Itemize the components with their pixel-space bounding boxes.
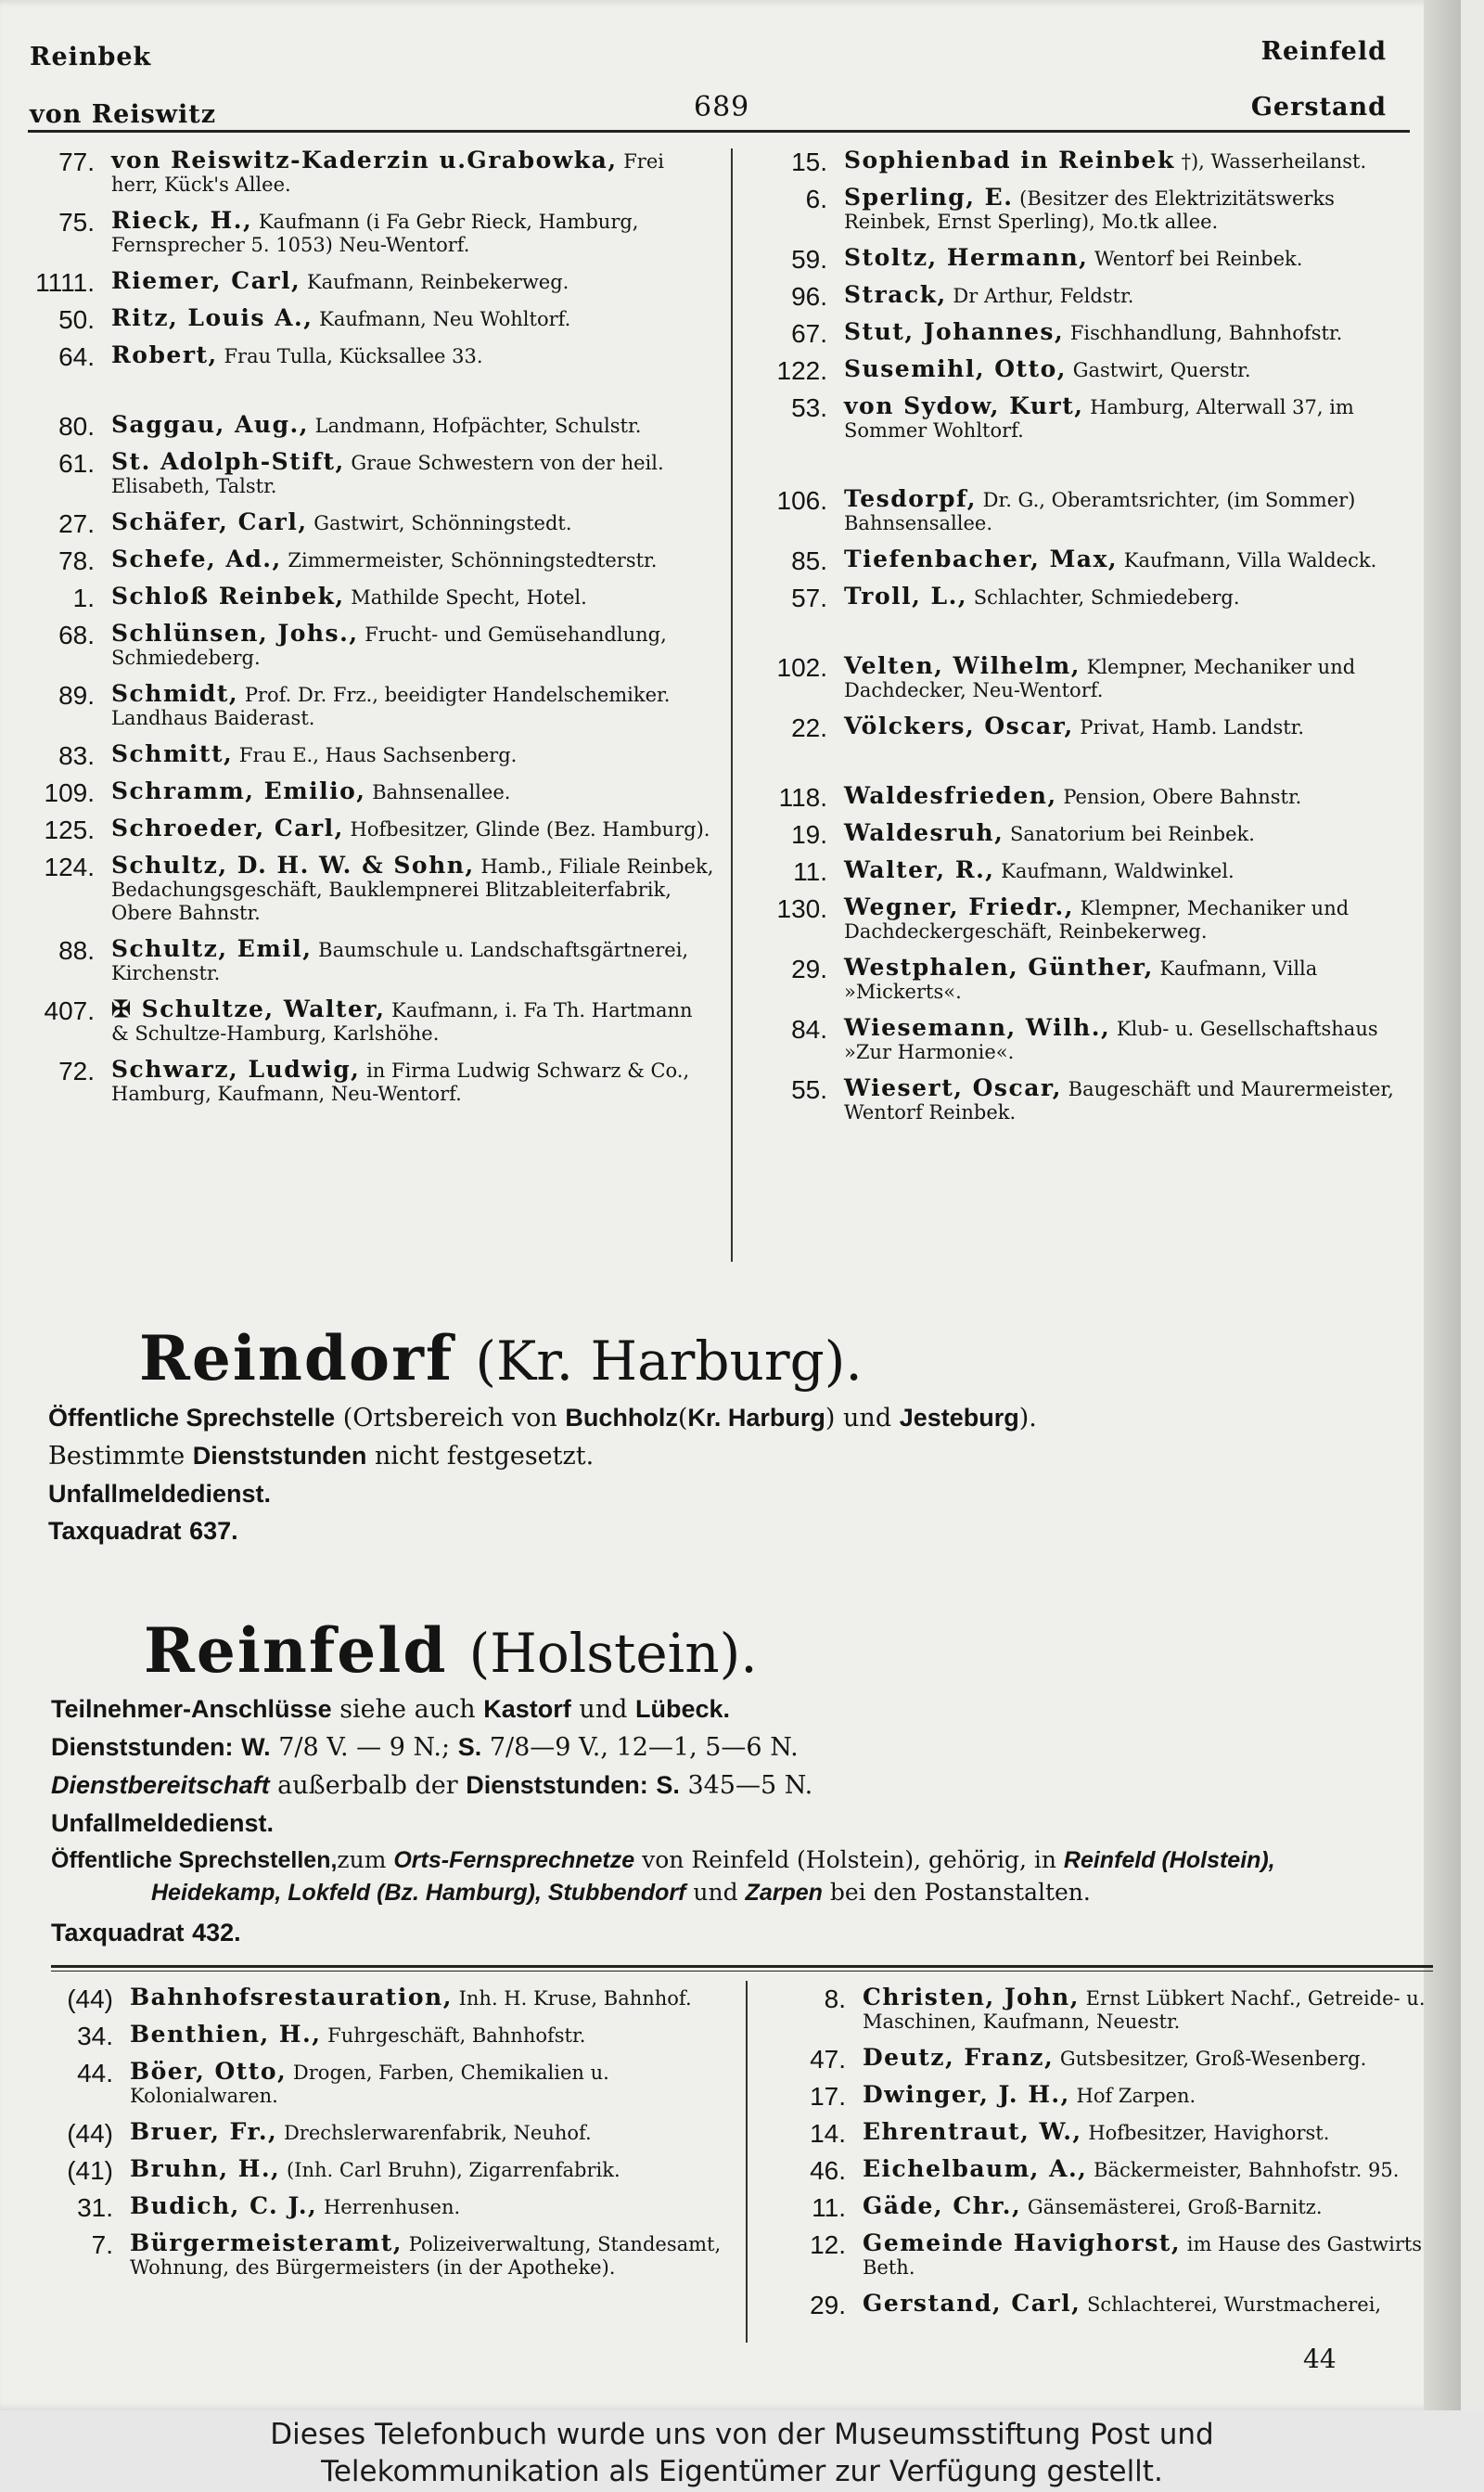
- listing-details: Fuhrgeschäft, Bahnhofstr.: [327, 2024, 586, 2047]
- listing-details: Wentorf bei Reinbek.: [1094, 248, 1303, 270]
- listing-name: Schäfer, Carl,: [111, 508, 308, 535]
- listing-details: Kaufmann, Neu Wohltorf.: [319, 308, 571, 330]
- reinfeld-subtitle: (Holstein).: [468, 1622, 758, 1685]
- listing-name: Schloß Reinbek,: [111, 583, 345, 610]
- listing-number: 29.: [810, 2291, 846, 2319]
- listing-name: Robert,: [111, 341, 218, 368]
- page-number: 689: [694, 91, 750, 123]
- reindorf-unfall-line: Unfallmeldedienst.: [48, 1480, 272, 1508]
- listing-details: Graue Schwestern von der heil. Elisabeth, Talstr.: [111, 452, 664, 497]
- reinbek-left-column: [9, 148, 714, 1118]
- listing-name: Westphalen, Günther,: [844, 954, 1154, 981]
- reinfeld-teilnehmer-line: Teilnehmer-Anschlüsse siehe auch Kastorf und Lübeck.: [51, 1695, 730, 1724]
- listing-entry: [742, 186, 1419, 234]
- listing-details: Hof Zarpen.: [1076, 2085, 1196, 2107]
- listing-details: Klub- u. Gesellschaftshaus »Zur Harmonie«.: [844, 1018, 1378, 1063]
- listing-entry: [742, 394, 1419, 443]
- listing-number: 8.: [824, 1985, 846, 2013]
- header-rule: [28, 130, 1410, 133]
- listing-name: Christen, John,: [863, 1984, 1080, 2010]
- listing-entry: [761, 2231, 1438, 2280]
- listing-entry: [742, 281, 1419, 311]
- listing-name: Tiefenbacher, Max,: [844, 546, 1119, 572]
- reinfeld-sprechstellen-line: Öffentliche Sprechstellen,zum Orts-Fernsprechnetze von Reinfeld (Holstein), gehörig, in Reinfeld (Holstein),: [51, 1846, 1275, 1873]
- listing-number: 34.: [77, 2022, 113, 2050]
- listing-name: Bruer, Fr.,: [130, 2118, 278, 2145]
- listing-details: Hofbesitzer, Havighorst.: [1088, 2122, 1330, 2144]
- listing-number: 11.: [812, 2193, 846, 2222]
- listing-name: Ritz, Louis A.,: [111, 304, 313, 331]
- listing-number: 11.: [793, 857, 827, 886]
- listing-name: Ehrentraut, W.,: [863, 2118, 1082, 2145]
- listing-number: 59.: [791, 245, 827, 274]
- listing-number: 57.: [791, 584, 827, 612]
- listing-entry: [9, 148, 714, 197]
- listing-name: Tesdorpf,: [844, 485, 977, 512]
- listing-entry: [742, 244, 1419, 274]
- listing-name: Wiesemann, Wilh.,: [844, 1014, 1111, 1041]
- reindorf-subtitle: (Kr. Harburg).: [475, 1329, 863, 1393]
- listing-number: 89.: [58, 681, 95, 710]
- listing-number: 1.: [72, 584, 95, 612]
- listing-details: Zimmermeister, Schönningstedterstr.: [288, 549, 658, 572]
- listing-number: 61.: [58, 449, 95, 478]
- listing-entry: [28, 2023, 733, 2048]
- listing-number: 67.: [791, 319, 827, 348]
- listing-entry: [9, 682, 714, 730]
- listing-entry: [9, 209, 714, 257]
- listing-entry: [742, 1016, 1419, 1064]
- listing-number: 109.: [44, 778, 95, 807]
- listing-number: 17.: [810, 2082, 846, 2111]
- listing-details: Schlachterei, Wurstmacherei,: [1086, 2293, 1382, 2316]
- listing-number: 72.: [58, 1057, 95, 1085]
- listing-name: Völckers, Oscar,: [844, 713, 1074, 739]
- town-heading-reindorf: [139, 1322, 863, 1394]
- listing-entry: [28, 2118, 733, 2148]
- reindorf-info: [48, 1399, 1421, 1550]
- header-left-top: Reinbek: [30, 43, 152, 71]
- listing-name: Schwarz, Ludwig,: [111, 1056, 361, 1083]
- listing-entry: [761, 2044, 1438, 2074]
- listing-name: Strack,: [844, 281, 947, 308]
- reinfeld-right-column: [761, 1985, 1438, 2329]
- listing-details: (Inh. Carl Bruhn), Zigarrenfabrik.: [286, 2159, 620, 2181]
- listing-details: Kaufmann, Villa Waldeck.: [1123, 549, 1377, 572]
- listing-entry: [742, 713, 1419, 742]
- listing-details: Sanatorium bei Reinbek.: [1009, 823, 1255, 845]
- listing-number: 12.: [810, 2230, 846, 2259]
- listing-number: 50.: [58, 305, 95, 334]
- listing-details: Schlachter, Schmiedeberg.: [973, 586, 1240, 609]
- listing-name: Waldesfrieden,: [844, 782, 1057, 809]
- listing-details: Polizeiverwaltung, Standesamt, Wohnung, des Bürgermeisters (in der Apotheke).: [130, 2233, 722, 2279]
- reinbek-right-column: [742, 148, 1419, 1137]
- listing-name: Deutz, Franz,: [863, 2044, 1055, 2071]
- listing-details: Landmann, Hofpächter, Schulstr.: [314, 415, 642, 437]
- listing-name: Wegner, Friedr.,: [844, 893, 1074, 920]
- listing-entry: [9, 450, 714, 498]
- listing-entry: [28, 1984, 733, 2013]
- reindorf-title: Reindorf: [139, 1322, 454, 1394]
- listing-number: 53.: [791, 393, 827, 422]
- listing-entry: [9, 997, 714, 1046]
- listing-number: 75.: [58, 208, 95, 237]
- listing-name: Gerstand, Carl,: [863, 2290, 1081, 2317]
- listing-entry: [742, 355, 1419, 385]
- listing-number: 15.: [791, 148, 827, 176]
- listing-details: †), Wasserheilanst.: [1181, 150, 1367, 173]
- listing-details: Kaufmann, i. Fa Th. Hartmann & Schultze-Hamburg, Karlshöhe.: [111, 999, 693, 1045]
- listing-entry: [9, 1058, 714, 1106]
- listing-number: 80.: [58, 412, 95, 441]
- archive-footer: [0, 2410, 1484, 2492]
- listing-name: Stoltz, Hermann,: [844, 244, 1089, 271]
- listing-details: Klempner, Mechaniker und Dachdeckergeschäft, Reinbekerweg.: [844, 897, 1350, 943]
- listing-entry: [9, 508, 714, 538]
- listing-number: 88.: [58, 936, 95, 965]
- listing-number: (44): [67, 1985, 113, 2013]
- listing-details: Fischhandlung, Bahnhofstr.: [1069, 322, 1343, 344]
- listing-number: 68.: [58, 621, 95, 649]
- reindorf-sprechstelle-line: Öffentliche Sprechstelle (Ortsbereich von Buchholz(Kr. Harburg) und Jesteburg).: [48, 1404, 1037, 1432]
- listing-number: 6.: [805, 185, 827, 213]
- listing-details: Kaufmann (i Fa Gebr Rieck, Hamburg, Fernsprecher 5. 1053) Neu-Wentorf.: [111, 211, 639, 256]
- listing-entry: [742, 546, 1419, 575]
- listing-number: 130.: [776, 894, 827, 923]
- reinfeld-taxquadrat-line: Taxquadrat 432.: [51, 1919, 241, 1946]
- listing-details: im Hause des Gastwirts Beth.: [863, 2233, 1423, 2279]
- listing-entry: [9, 341, 714, 371]
- listing-number: 85.: [791, 546, 827, 575]
- listing-entry: [742, 856, 1419, 886]
- listing-entry: [28, 2060, 733, 2108]
- listing-entry: [742, 147, 1419, 176]
- listing-name: Sperling, E.: [844, 184, 1014, 211]
- footer-line-2: Telekommunikation als Eigentümer zur Verfügung gestellt.: [321, 2455, 1163, 2488]
- listing-details: Klempner, Mechaniker und Dachdecker, Neu-Wentorf.: [844, 656, 1356, 701]
- listing-number: 7.: [91, 2230, 113, 2259]
- listing-details: Drechslerwarenfabrik, Neuhof.: [283, 2122, 592, 2144]
- listing-name: Schramm, Emilio,: [111, 777, 366, 804]
- listing-name: Böer, Otto,: [130, 2058, 288, 2085]
- column-divider-bottom: [746, 1981, 748, 2343]
- listing-name: Stut, Johannes,: [844, 318, 1065, 345]
- listing-number: 55.: [791, 1075, 827, 1104]
- listing-entry: [742, 782, 1419, 812]
- listing-entry: [9, 622, 714, 670]
- listing-details: Frau Tulla, Kücksallee 33.: [224, 345, 483, 367]
- listing-entry: [742, 487, 1419, 535]
- listing-number: 46.: [810, 2156, 846, 2185]
- listing-entry: [742, 318, 1419, 348]
- listing-number: 64.: [58, 342, 95, 371]
- listing-name: Dwinger, J. H.,: [863, 2081, 1070, 2108]
- listing-name: Schroeder, Carl,: [111, 815, 344, 841]
- listing-number: 14.: [810, 2119, 846, 2148]
- listing-number: 84.: [791, 1015, 827, 1044]
- listing-details: Ernst Lübkert Nachf., Getreide- u. Maschinen, Kaufmann, Neuestr.: [863, 1987, 1426, 2033]
- listing-details: Hofbesitzer, Glinde (Bez. Hamburg).: [350, 818, 710, 841]
- listing-name: Schmitt,: [111, 740, 234, 767]
- listing-name: Eichelbaum, A.,: [863, 2155, 1088, 2182]
- listing-name: von Reiswitz-Kaderzin u.Grabowka,: [111, 147, 618, 173]
- town-heading-reinfeld: [144, 1614, 758, 1687]
- listing-entry: [742, 819, 1419, 849]
- listing-number: 47.: [810, 2045, 846, 2074]
- listing-entry: [9, 546, 714, 575]
- listing-details: Hamburg, Alterwall 37, im Sommer Wohltorf.: [844, 396, 1354, 442]
- listing-name: Sophienbad in Reinbek: [844, 147, 1175, 173]
- listing-number: 1111.: [35, 268, 95, 297]
- listing-entry: [9, 815, 714, 844]
- listing-number: 29.: [791, 955, 827, 983]
- listing-number: 124.: [44, 853, 95, 881]
- listing-details: Gänsemästerei, Groß-Barnitz.: [1027, 2196, 1323, 2218]
- listing-entry: [9, 854, 714, 925]
- listing-details: Mathilde Specht, Hotel.: [351, 586, 587, 609]
- reinfeld-title: Reinfeld: [144, 1614, 448, 1687]
- reindorf-taxquadrat-line: Taxquadrat 637.: [48, 1517, 238, 1545]
- listing-entry: [9, 584, 714, 610]
- listing-number: (41): [67, 2156, 113, 2185]
- header-right-bottom: Gerstand: [1250, 93, 1387, 122]
- listing-name: Schmidt,: [111, 680, 239, 707]
- listing-details: Kaufmann, Waldwinkel.: [1001, 860, 1235, 882]
- listing-entry: [28, 2192, 733, 2222]
- listing-details: Bäckermeister, Bahnhofstr. 95.: [1094, 2159, 1400, 2181]
- listing-name: Schultz, Emil,: [111, 935, 313, 962]
- listing-number: 22.: [791, 713, 827, 742]
- listing-number: 106.: [776, 486, 827, 515]
- listing-number: 19.: [791, 820, 827, 849]
- listing-name: ✠ Schultze, Walter,: [111, 996, 386, 1022]
- listing-number: 407.: [44, 996, 95, 1025]
- listing-name: Budich, C. J.,: [130, 2192, 318, 2219]
- listing-name: Rieck, H.,: [111, 207, 253, 234]
- listing-name: von Sydow, Kurt,: [844, 392, 1084, 419]
- listing-entry: [761, 2292, 1438, 2317]
- listing-entry: [28, 2155, 733, 2185]
- listing-name: Troll, L.,: [844, 583, 968, 610]
- listing-name: Schlünsen, Johs.,: [111, 620, 359, 647]
- listing-entry: [9, 937, 714, 985]
- listing-details: Gastwirt, Schönningstedt.: [313, 512, 572, 534]
- listing-details: Bahnsenallee.: [372, 781, 511, 803]
- listing-name: St. Adolph-Stift,: [111, 448, 345, 475]
- listing-entry: [9, 411, 714, 441]
- reinfeld-bereitschaft-line: Dienstbereitschaft außerbalb der Dienststunden: S. 345—5 N.: [51, 1771, 813, 1800]
- reindorf-dienststunden-line: Bestimmte Dienststunden nicht festgesetzt.: [48, 1442, 595, 1471]
- listing-entry: [761, 2081, 1438, 2111]
- listing-number: 125.: [44, 816, 95, 844]
- listing-name: Bürgermeisteramt,: [130, 2229, 403, 2256]
- listing-details: Frucht- und Gemüsehandlung, Schmiedeberg.: [111, 623, 667, 669]
- listing-details: Dr Arthur, Feldstr.: [953, 285, 1134, 307]
- listing-number: 44.: [77, 2059, 113, 2087]
- listing-entry: [761, 2192, 1438, 2222]
- listing-details: Hamb., Filiale Reinbek, Bedachungsgeschäft, Bauklempnerei Blitzableiterfabrik, Obere Bahnstr.: [111, 855, 714, 924]
- listing-name: Gemeinde Havighorst,: [863, 2229, 1182, 2256]
- listing-details: Kaufmann, Reinbekerweg.: [306, 271, 569, 293]
- listing-details: Herrenhusen.: [323, 2196, 461, 2218]
- listing-details: Baugeschäft und Maurermeister, Wentorf Reinbek.: [844, 1078, 1394, 1124]
- listing-number: 96.: [791, 282, 827, 311]
- listing-details: Drogen, Farben, Chemikalien u. Kolonialwaren.: [130, 2062, 609, 2107]
- reinfeld-sprechstellen-line-2: Heidekamp, Lokfeld (Bz. Hamburg), Stubbendorf und Zarpen bei den Postanstalten.: [151, 1879, 1091, 1906]
- listing-details: Baumschule u. Landschaftsgärtnerei, Kirchenstr.: [111, 939, 689, 984]
- listing-details: Inh. H. Kruse, Bahnhof.: [458, 1987, 692, 2010]
- listing-number: 118.: [778, 783, 827, 812]
- reinfeld-info: [51, 1690, 1433, 1952]
- listing-entry: [742, 1076, 1419, 1124]
- listing-entry: [761, 1985, 1438, 2034]
- listing-name: Walter, R.,: [844, 856, 995, 883]
- listing-details: Privat, Hamb. Landstr.: [1080, 716, 1305, 739]
- listing-details: (Besitzer des Elektrizitätswerks Reinbek, Ernst Sperling), Mo.tk allee.: [844, 187, 1335, 233]
- listing-entry: [742, 584, 1419, 610]
- reinfeld-dienststunden-line: Dienststunden: W. 7/8 V. — 9 N.; S. 7/8—9 V., 12—1, 5—6 N.: [51, 1733, 799, 1762]
- listing-name: Velten, Wilhelm,: [844, 652, 1081, 679]
- listing-details: in Firma Ludwig Schwarz & Co., Hamburg, Kaufmann, Neu-Wentorf.: [111, 1060, 690, 1105]
- listing-entry: [28, 2231, 733, 2280]
- listing-details: Gastwirt, Querstr.: [1072, 359, 1251, 381]
- listing-details: Dr. G., Oberamtsrichter, (im Sommer) Bahnsensallee.: [844, 489, 1356, 534]
- listing-details: Pension, Obere Bahnstr.: [1063, 786, 1302, 808]
- reinfeld-unfall-line: Unfallmeldedienst.: [51, 1809, 275, 1837]
- listing-number: 102.: [776, 653, 827, 682]
- reinfeld-left-column: [28, 1985, 733, 2292]
- page-signature-mark: 44: [1303, 2344, 1337, 2374]
- listing-entry: [9, 304, 714, 334]
- listing-number: 78.: [58, 546, 95, 575]
- listing-details: Frau E., Haus Sachsenberg.: [238, 744, 518, 766]
- listing-details: Prof. Dr. Frz., beeidigter Handelschemiker. Landhaus Baiderast.: [111, 684, 671, 729]
- reinfeld-rule: [51, 1965, 1433, 1968]
- listing-name: Susemihl, Otto,: [844, 355, 1067, 382]
- listing-entry: [9, 740, 714, 770]
- listing-name: Riemer, Carl,: [111, 267, 301, 294]
- listing-name: Gäde, Chr.,: [863, 2192, 1022, 2219]
- listing-entry: [742, 654, 1419, 702]
- header-right-top: Reinfeld: [1260, 37, 1387, 66]
- listing-entry: [9, 267, 714, 297]
- footer-line-1: Dieses Telefonbuch wurde uns von der Museumsstiftung Post und: [270, 2418, 1214, 2451]
- header-left-bottom: von Reiswitz: [30, 100, 217, 129]
- listing-number: 27.: [58, 509, 95, 538]
- listing-entry: [761, 2118, 1438, 2148]
- listing-details: Frei herr, Kück's Allee.: [111, 150, 664, 196]
- listing-details: Kaufmann, Villa »Mickerts«.: [844, 957, 1318, 1003]
- column-divider-top: [731, 148, 733, 1262]
- listing-name: Schultz, D. H. W. & Sohn,: [111, 852, 475, 879]
- listing-name: Bahnhofsrestauration,: [130, 1984, 453, 2010]
- listing-name: Benthien, H.,: [130, 2021, 322, 2048]
- listing-number: (44): [67, 2119, 113, 2148]
- listing-entry: [9, 777, 714, 807]
- listing-entry: [742, 895, 1419, 944]
- listing-number: 83.: [58, 741, 95, 770]
- listing-name: Saggau, Aug.,: [111, 411, 309, 438]
- listing-name: Bruhn, H.,: [130, 2155, 281, 2182]
- listing-name: Waldesruh,: [844, 819, 1004, 846]
- reinfeld-rule-2: [51, 1971, 1433, 1972]
- listing-name: Schefe, Ad.,: [111, 546, 282, 572]
- listing-entry: [742, 956, 1419, 1004]
- listing-entry: [761, 2155, 1438, 2185]
- listing-name: Wiesert, Oscar,: [844, 1074, 1062, 1101]
- listing-number: 122.: [776, 356, 827, 385]
- listing-number: 77.: [58, 148, 95, 176]
- listing-number: 31.: [77, 2193, 113, 2222]
- listing-details: Gutsbesitzer, Groß-Wesenberg.: [1059, 2048, 1367, 2070]
